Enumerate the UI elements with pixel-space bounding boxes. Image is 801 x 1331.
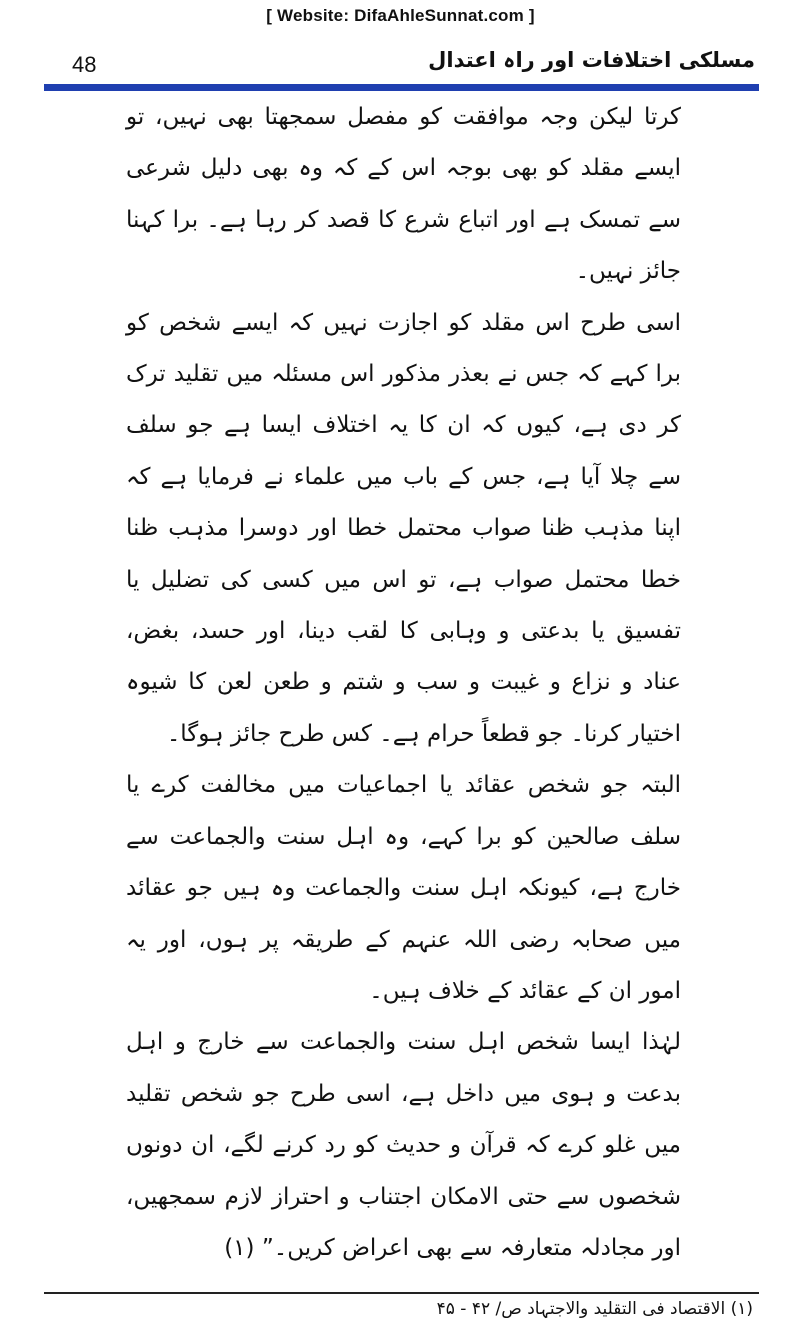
paragraph: اسی طرح اس مقلد کو اجازت نہیں کہ ایسے شخص کو برا کہے کہ جس نے بعذر مذکور اس مسئلہ میں تقلید ترک کر دی ہے، کیوں کہ ان کا یہ اختلاف ایسا ہے جو سلف سے چلا آیا ہے، جس کے باب میں علماء نے فرمایا ہے کہ اپنا مذہب ظنا صواب محتمل خطا اور دوسرا مذہب ظنا خطا محتمل صواب ہے، تو اس میں کسی کی تضلیل یا تفسیق یا بدعتی و وہابی کا لقب دینا، اور حسد، بغض، عناد و نزاع و غیبت و سب و شتم و طعن لعن کا شیوہ اختیار کرنا۔ جو قطعاً حرام ہے۔ کس طرح جائز ہوگا۔ <box>126 309 681 747</box>
header-rule <box>44 84 759 91</box>
page-number: 48 <box>72 52 97 77</box>
website-url: [ Website: DifaAhleSunnat.com ] <box>266 6 535 25</box>
paragraph: البتہ جو شخص عقائد یا اجماعیات میں مخالفت کرے یا سلف صالحین کو برا کہے، وہ اہل سنت والجماعت سے خارج ہے، کیونکہ اہل سنت والجماعت وہ ہیں جو عقائد میں صحابہ رضی اللہ عنہم کے طریقہ پر ہوں، اور یہ امور ان کے عقائد کے خلاف ہیں۔ <box>126 772 681 1004</box>
paragraph: لہٰذا ایسا شخص اہل سنت والجماعت سے خارج و اہل بدعت و ہوی میں داخل ہے، اسی طرح جو شخص تقلید میں غلو کرے کہ قرآن و حدیث کو رد کرنے لگے، ان دونوں شخصوں سے حتی الامکان اجتناب و احتراز لازم سمجھیں، اور مجادلہ متعارفہ سے بھی اعراض کریں۔” (۱) <box>126 1029 681 1261</box>
footnote: (۱) الاقتصاد فی التقلید والاجتہاد ص/ ۴۲ - ۴۵ <box>436 1299 753 1319</box>
body-text <box>126 92 681 1274</box>
paragraph: کرتا لیکن وجہ موافقت کو مفصل سمجھتا بھی نہیں، تو ایسے مقلد کو بھی بوجہ اس کے کہ وہ بھی دلیل شرعی سے تمسک ہے اور اتباع شرع کا قصد کر رہا ہے۔ برا کہنا جائز نہیں۔ <box>126 104 681 285</box>
running-header-title: مسلکی اختلافات اور راہ اعتدال <box>428 48 755 72</box>
footnote-rule <box>44 1292 759 1294</box>
